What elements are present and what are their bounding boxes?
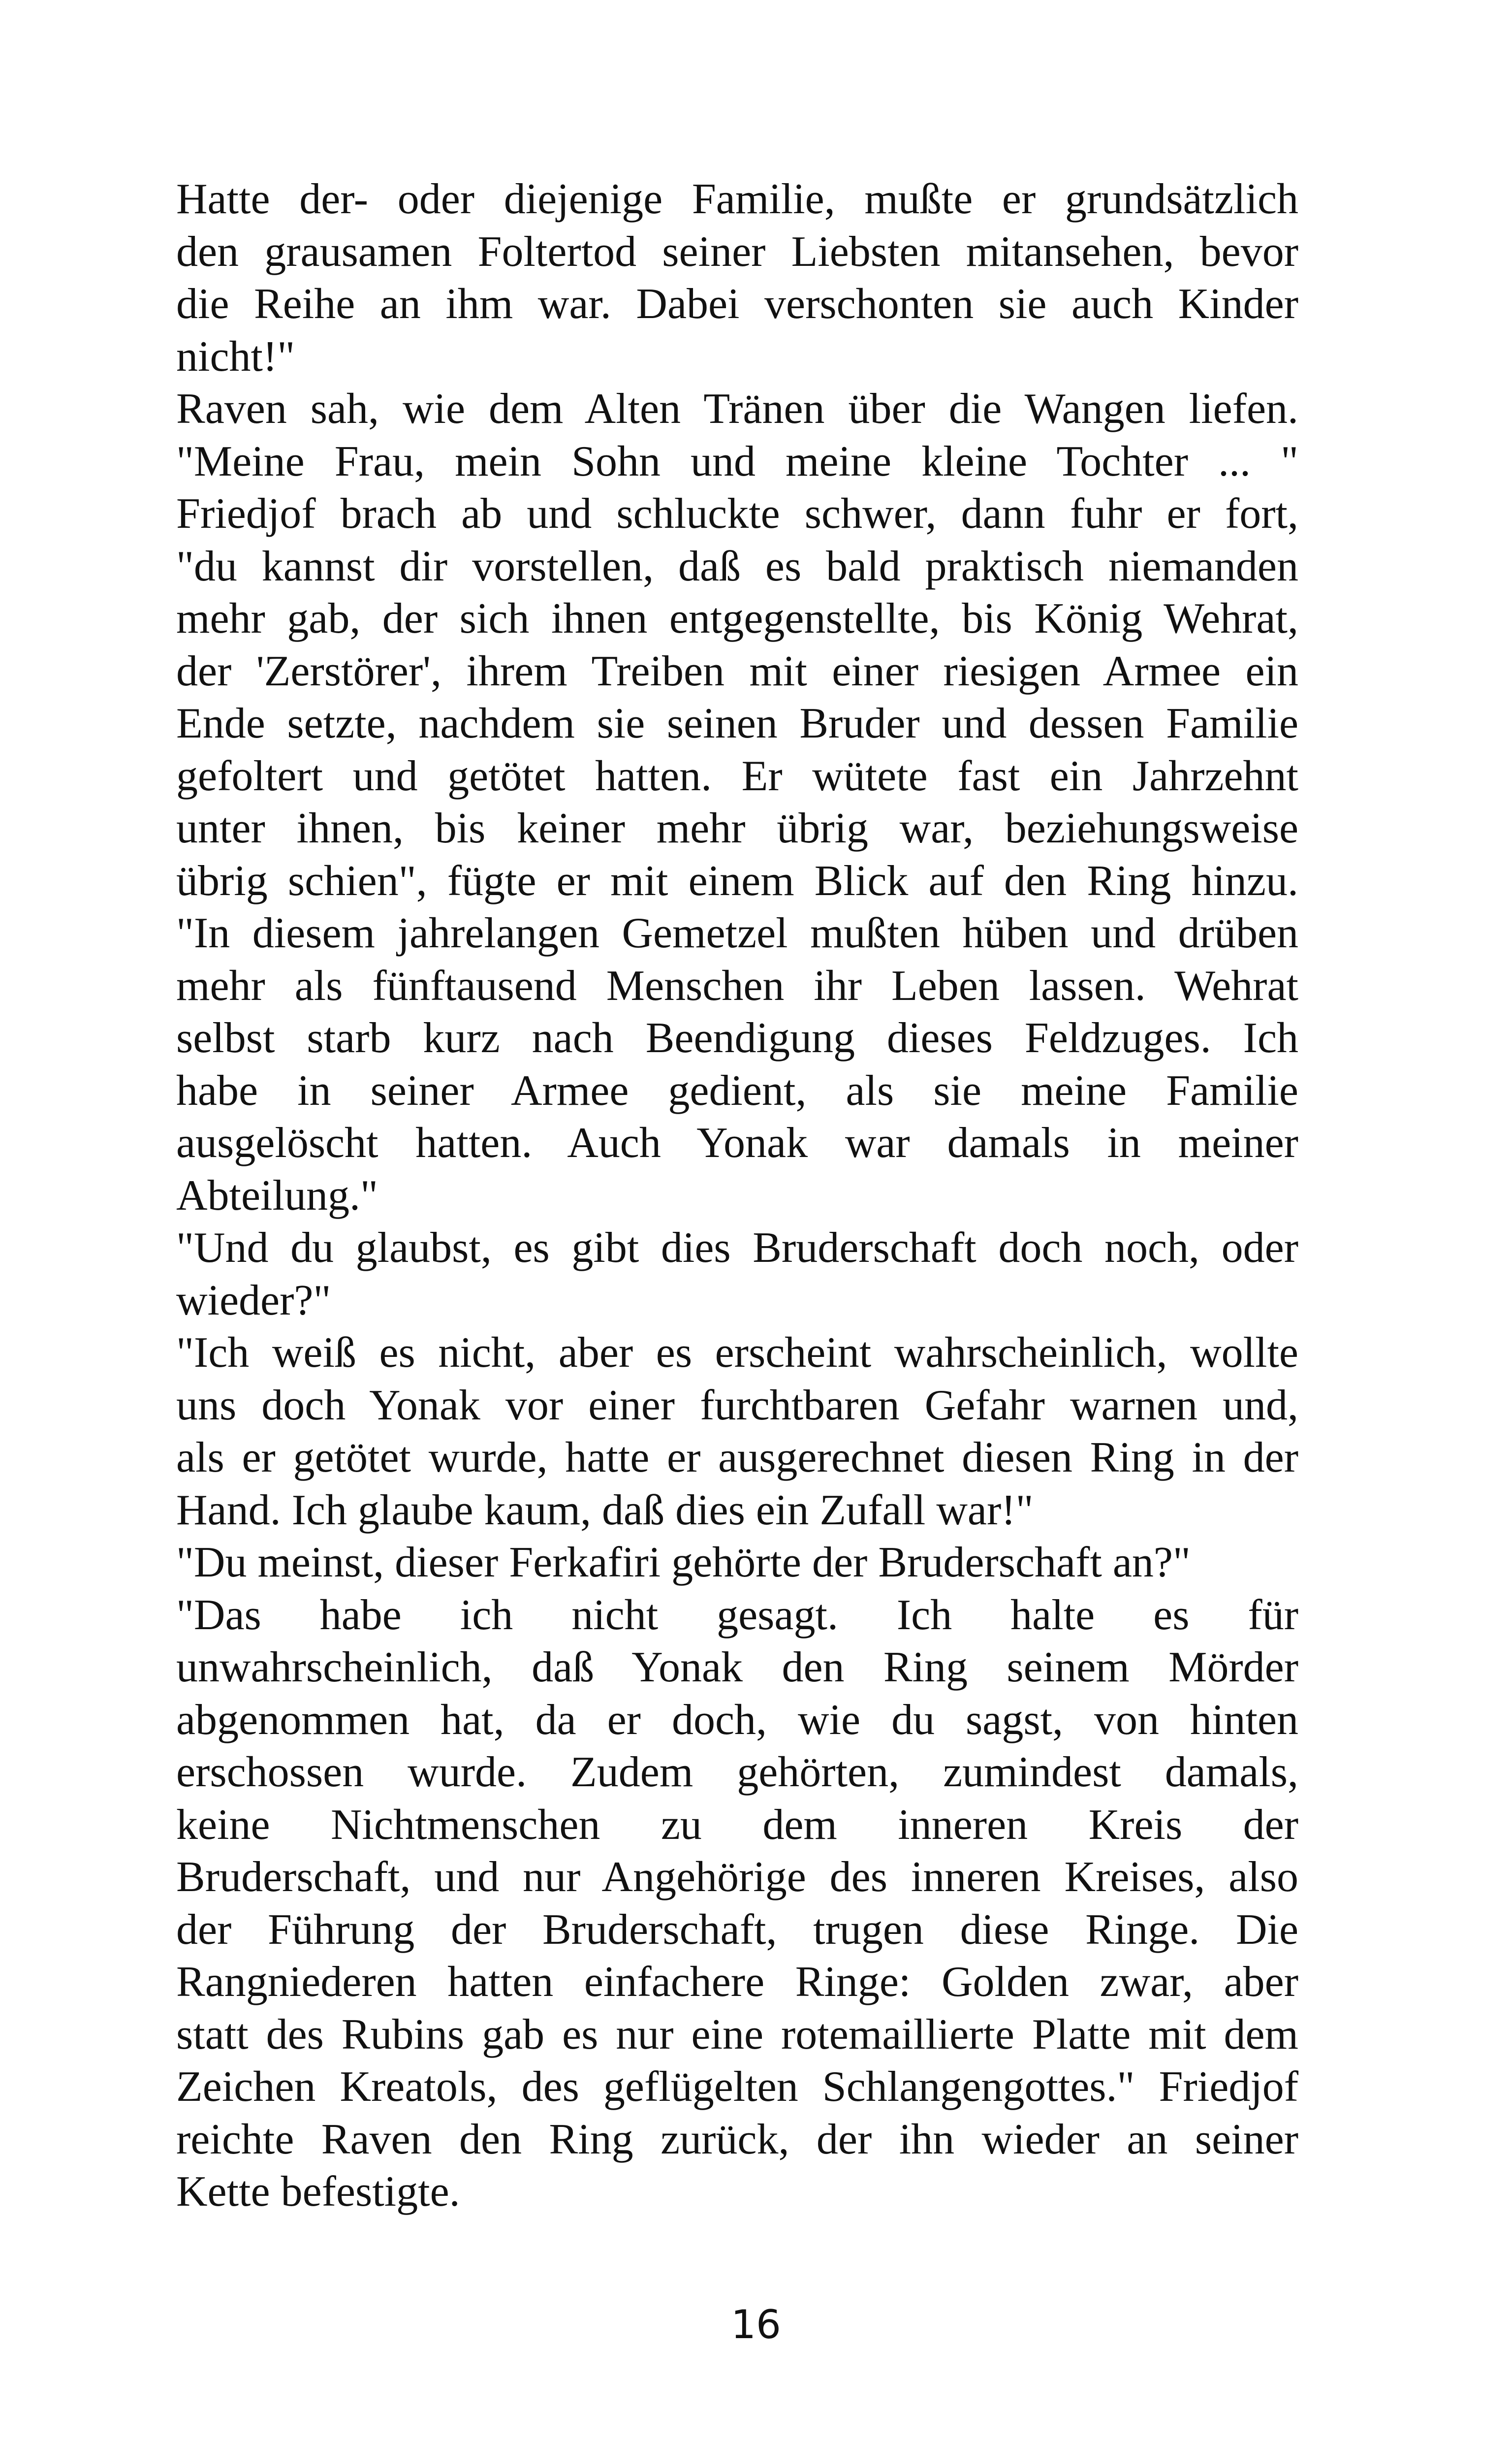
text-line: selbst starb kurz nach Beendigung dieses Feldzuges. Ich — [176, 1014, 1298, 1062]
text-line: statt des Rubins gab es nur eine rotemaillierte Platte mit dem — [176, 2010, 1298, 2058]
text-line: mehr gab, der sich ihnen entgegenstellte, bis König Wehrat, — [176, 595, 1298, 643]
text-line: reichte Raven den Ring zurück, der ihn wieder an seiner — [176, 2115, 1298, 2163]
text-line: Zeichen Kreatols, des geflügelten Schlangengottes." Friedjof — [176, 2063, 1298, 2111]
text-line: uns doch Yonak vor einer furchtbaren Gefahr warnen und, — [176, 1381, 1298, 1429]
text-line: abgenommen hat, da er doch, wie du sagst, von hinten — [176, 1696, 1298, 1744]
text-line: "In diesem jahrelangen Gemetzel mußten hüben und drüben — [176, 909, 1298, 957]
text-line: Kette befestigte. — [176, 2168, 460, 2216]
text-line: wieder?" — [176, 1276, 331, 1324]
text-line: die Reihe an ihm war. Dabei verschonten sie auch Kinder — [176, 280, 1298, 328]
text-line: den grausamen Foltertod seiner Liebsten mitansehen, bevor — [176, 227, 1298, 276]
text-line: Rangniederen hatten einfachere Ringe: Golden zwar, aber — [176, 1958, 1298, 2006]
text-line: ausgelöscht hatten. Auch Yonak war damals in meiner — [176, 1119, 1298, 1167]
text-line: "Das habe ich nicht gesagt. Ich halte es für — [176, 1591, 1298, 1639]
text-line: Hatte der- oder diejenige Familie, mußte er grundsätzlich — [176, 175, 1298, 223]
text-line: "Und du glaubst, es gibt dies Bruderschaft doch noch, oder — [176, 1224, 1298, 1272]
text-line: als er getötet wurde, hatte er ausgerechnet diesen Ring in der — [176, 1434, 1298, 1481]
text-line: mehr als fünftausend Menschen ihr Leben lassen. Wehrat — [176, 962, 1298, 1010]
text-line: "Meine Frau, mein Sohn und meine kleine Tochter ... " — [176, 437, 1298, 485]
text-line: "Ich weiß es nicht, aber es erscheint wahrscheinlich, wollte — [176, 1329, 1298, 1377]
text-line: Raven sah, wie dem Alten Tränen über die Wangen liefen. — [176, 385, 1298, 433]
text-line: übrig schien", fügte er mit einem Blick auf den Ring hinzu. — [176, 857, 1298, 905]
text-line: "Du meinst, dieser Ferkafiri gehörte der Bruderschaft an?" — [176, 1539, 1191, 1586]
text-line: der Führung der Bruderschaft, trugen diese Ringe. Die — [176, 1905, 1298, 1954]
text-line: habe in seiner Armee gedient, als sie meine Familie — [176, 1066, 1298, 1115]
body-text — [176, 173, 1298, 2218]
text-line: unter ihnen, bis keiner mehr übrig war, beziehungsweise — [176, 804, 1298, 852]
text-line: Friedjof brach ab und schluckte schwer, dann fuhr er fort, — [176, 490, 1298, 538]
text-line: unwahrscheinlich, daß Yonak den Ring seinem Mörder — [176, 1643, 1298, 1691]
text-line: gefoltert und getötet hatten. Er wütete fast ein Jahrzehnt — [176, 752, 1298, 800]
text-line: erschossen wurde. Zudem gehörten, zumindest damals, — [176, 1748, 1298, 1796]
page-number: 16 — [731, 2302, 781, 2347]
text-line: "du kannst dir vorstellen, daß es bald praktisch niemanden — [176, 542, 1298, 590]
text-line: Bruderschaft, und nur Angehörige des inneren Kreises, also — [176, 1853, 1298, 1901]
text-line: keine Nichtmenschen zu dem inneren Kreis der — [176, 1800, 1298, 1849]
text-line: Abteilung." — [176, 1171, 378, 1220]
text-line: Hand. Ich glaube kaum, daß dies ein Zufall war!" — [176, 1486, 1034, 1534]
text-line: der 'Zerstörer', ihrem Treiben mit einer riesigen Armee ein — [176, 647, 1298, 695]
text-line: nicht!" — [176, 332, 295, 381]
text-line: Ende setzte, nachdem sie seinen Bruder und dessen Familie — [176, 700, 1298, 747]
